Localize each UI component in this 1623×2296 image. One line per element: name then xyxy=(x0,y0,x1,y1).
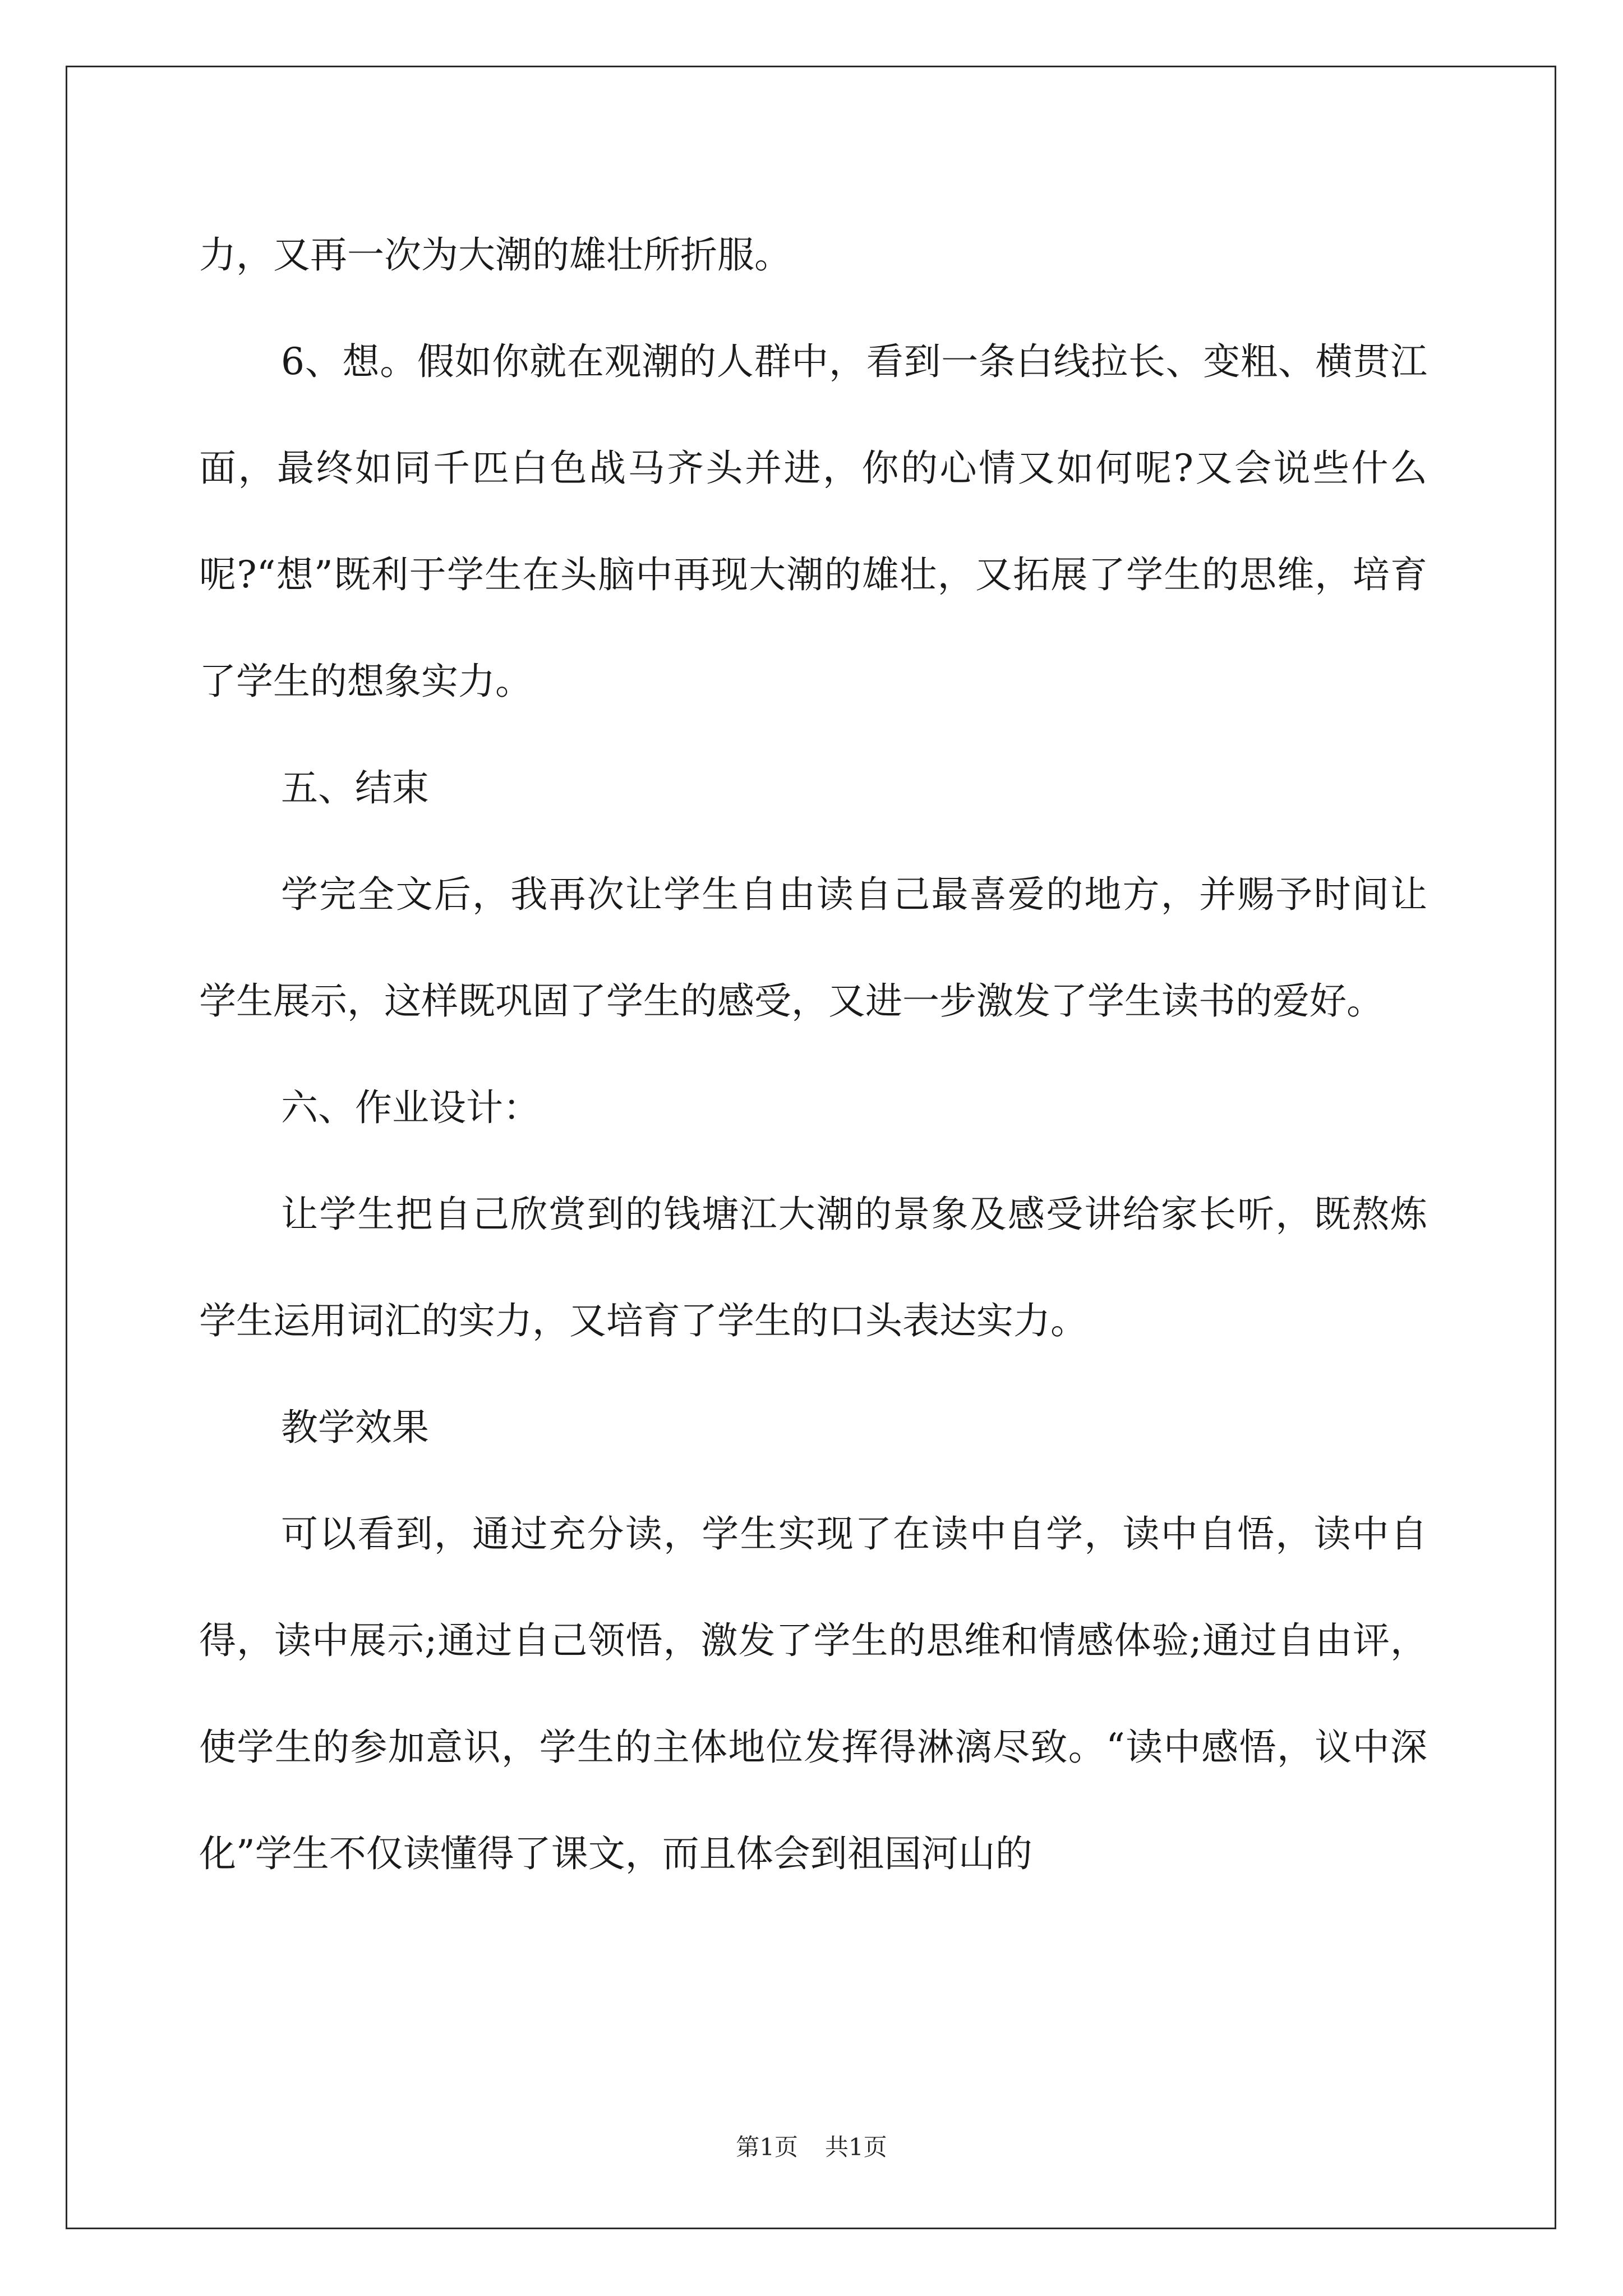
paragraph-1: 力，又再一次为大潮的雄壮所折服。 xyxy=(199,233,791,277)
page-total: 共1页 xyxy=(825,2133,887,2161)
paragraph-2: 6、想。假如你就在观潮的人群中，看到一条白线拉长、变粗、横贯江面，最终如同千匹白色战马齐头并进，你的心情又如何呢?又会说些什么呢?“想”既利于学生在头脑中再现大潮的雄壮，又拓展了学生的思维，培育了学生的想象实力。 xyxy=(199,340,1427,703)
paragraph-4: 让学生把自己欣赏到的钱塘江大潮的景象及感受讲给家长听，既熬炼学生运用词汇的实力，又培育了学生的口头表达实力。 xyxy=(199,1193,1427,1342)
document-body xyxy=(199,202,1427,1907)
paragraph-5: 可以看到，通过充分读，学生实现了在读中自学，读中自悟，读中自得，读中展示;通过自己领悟，激发了学生的思维和情感体验;通过自由评，使学生的参加意识，学生的主体地位发挥得淋漓尽致。“读中感悟，议中深化”学生不仅读懂得了课文，而且体会到祖国河山的 xyxy=(199,1512,1427,1875)
section-heading-homework: 六、作业设计： xyxy=(281,1086,540,1129)
section-heading-conclusion: 五、结束 xyxy=(281,766,429,809)
page-footer xyxy=(0,2129,1623,2162)
paragraph-3: 学完全文后，我再次让学生自由读自己最喜爱的地方，并赐予时间让学生展示，这样既巩固了学生的感受，又进一步激发了学生读书的爱好。 xyxy=(199,873,1427,1023)
page-number: 第1页 xyxy=(736,2133,798,2161)
section-heading-effect: 教学效果 xyxy=(281,1406,429,1449)
